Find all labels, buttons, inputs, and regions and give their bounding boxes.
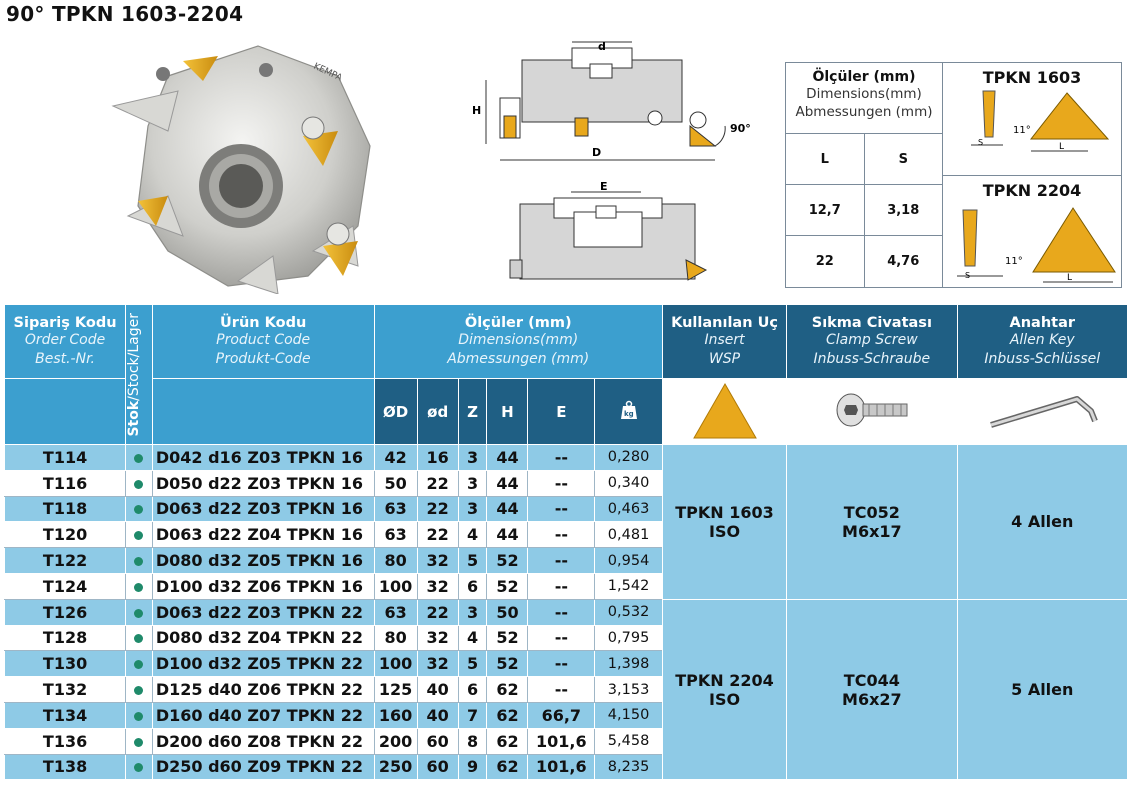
triangle-insert-icon xyxy=(690,380,760,440)
dim-H-cell: 44 xyxy=(487,445,528,471)
teeth-Z-cell: 5 xyxy=(458,548,487,574)
order-code-cell: T132 xyxy=(5,677,126,703)
header-stock: Stok/Stock/Lager xyxy=(126,305,153,445)
group-insert-line-0: TPKN 1603 xyxy=(675,502,774,522)
dim-E-cell: 101,6 xyxy=(528,728,595,754)
teeth-Z-cell: 3 xyxy=(458,496,487,522)
teeth-Z-cell: 9 xyxy=(458,754,487,780)
insert-2204-angle: 11° xyxy=(1005,256,1023,267)
dims-L-2204: 22 xyxy=(786,236,865,287)
in-stock-dot-icon xyxy=(134,609,143,618)
in-stock-dot-icon xyxy=(134,454,143,463)
col-d-header: ød xyxy=(417,379,458,445)
dim-D-cell: 250 xyxy=(374,754,417,780)
dim-H-cell: 50 xyxy=(487,599,528,625)
header-order-code-cont xyxy=(5,379,126,445)
teeth-Z-cell: 3 xyxy=(458,470,487,496)
dim-D-cell: 42 xyxy=(374,445,417,471)
table-row xyxy=(5,599,1128,625)
weight-cell: 0,532 xyxy=(595,599,663,625)
dim-D-cell: 160 xyxy=(374,702,417,728)
dim-D-cell: 80 xyxy=(374,625,417,651)
dims-title-de: Abmessungen (mm) xyxy=(795,104,933,120)
dim-D-cell: 80 xyxy=(374,548,417,574)
col-D-header: ØD xyxy=(374,379,417,445)
group-insert xyxy=(662,599,786,780)
stock-cell xyxy=(126,677,153,703)
product-code-cell: D100 d32 Z06 TPKN 16 xyxy=(152,573,374,599)
in-stock-dot-icon xyxy=(134,634,143,643)
product-code-cell: D100 d32 Z05 TPKN 22 xyxy=(152,651,374,677)
product-code-cell: D050 d22 Z03 TPKN 16 xyxy=(152,470,374,496)
order-code-cell: T124 xyxy=(5,573,126,599)
group-insert-line-1: ISO xyxy=(709,689,741,709)
page-title: 90° TPKN 1603-2204 xyxy=(6,2,244,26)
dim-d-cell: 60 xyxy=(417,754,458,780)
product-table xyxy=(4,304,1128,780)
group-allen-key-line-0: 4 Allen xyxy=(1011,512,1074,532)
dim-E-cell: -- xyxy=(528,573,595,599)
dim-H-cell: 52 xyxy=(487,548,528,574)
product-code-cell: D125 d40 Z06 TPKN 22 xyxy=(152,677,374,703)
teeth-Z-cell: 7 xyxy=(458,702,487,728)
dim-H-cell: 44 xyxy=(487,522,528,548)
order-code-cell: T122 xyxy=(5,548,126,574)
weight-cell: 0,795 xyxy=(595,625,663,651)
dim-d-cell: 60 xyxy=(417,728,458,754)
weight-cell: 0,463 xyxy=(595,496,663,522)
dim-D-cell: 63 xyxy=(374,599,417,625)
teeth-Z-cell: 8 xyxy=(458,728,487,754)
dim-E-cell: -- xyxy=(528,548,595,574)
teeth-Z-cell: 3 xyxy=(458,599,487,625)
dim-D-cell: 200 xyxy=(374,728,417,754)
brand-engraving: KEMPA xyxy=(311,61,344,84)
table-row xyxy=(5,445,1128,471)
dim-H-label: H xyxy=(472,104,482,117)
weight-cell: 0,340 xyxy=(595,470,663,496)
dim-d-cell: 22 xyxy=(417,496,458,522)
dims-title: Ölçüler (mm) xyxy=(812,69,916,85)
weight-cell: 1,398 xyxy=(595,651,663,677)
in-stock-dot-icon xyxy=(134,531,143,540)
dim-H-cell: 44 xyxy=(487,470,528,496)
dim-E-cell: 101,6 xyxy=(528,754,595,780)
in-stock-dot-icon xyxy=(134,557,143,566)
group-insert-line-0: TPKN 2204 xyxy=(675,670,774,690)
dim-E-cell: -- xyxy=(528,599,595,625)
group-clamp-screw-line-0: TC052 xyxy=(843,502,900,522)
order-code-cell: T138 xyxy=(5,754,126,780)
product-code-cell: D080 d32 Z05 TPKN 16 xyxy=(152,548,374,574)
dim-d-label: d xyxy=(598,40,606,53)
product-code-cell: D063 d22 Z03 TPKN 16 xyxy=(152,496,374,522)
teeth-Z-cell: 4 xyxy=(458,522,487,548)
dim-H-cell: 62 xyxy=(487,728,528,754)
dims-title-en: Dimensions(mm) xyxy=(806,86,922,102)
insert-geometry-box xyxy=(942,62,1122,288)
dim-d-cell: 22 xyxy=(417,599,458,625)
dim-D-cell: 50 xyxy=(374,470,417,496)
insert-1603-l-label: L xyxy=(1059,142,1065,152)
dim-H-cell: 52 xyxy=(487,625,528,651)
product-code-cell: D160 d40 Z07 TPKN 22 xyxy=(152,702,374,728)
in-stock-dot-icon xyxy=(134,712,143,721)
dim-H-cell: 44 xyxy=(487,496,528,522)
stock-cell xyxy=(126,599,153,625)
insert-2204-l-label: L xyxy=(1067,273,1073,283)
order-code-cell: T130 xyxy=(5,651,126,677)
order-code-cell: T134 xyxy=(5,702,126,728)
product-code-cell: D200 d60 Z08 TPKN 22 xyxy=(152,728,374,754)
teeth-Z-cell: 3 xyxy=(458,445,487,471)
in-stock-dot-icon xyxy=(134,660,143,669)
dim-E-cell: -- xyxy=(528,470,595,496)
order-code-cell: T120 xyxy=(5,522,126,548)
dim-D-label: D xyxy=(592,146,602,159)
col-weight-header xyxy=(595,379,663,445)
insert-1603-angle: 11° xyxy=(1013,125,1031,136)
dim-H-cell: 62 xyxy=(487,702,528,728)
clamp-screw-icon xyxy=(827,385,917,435)
product-code-cell: D063 d22 Z04 TPKN 16 xyxy=(152,522,374,548)
order-code-cell: T118 xyxy=(5,496,126,522)
stock-cell xyxy=(126,754,153,780)
stock-cell xyxy=(126,470,153,496)
group-allen-key-line-0: 5 Allen xyxy=(1011,680,1074,700)
dim-d-cell: 40 xyxy=(417,677,458,703)
stock-cell xyxy=(126,496,153,522)
dim-E-cell: -- xyxy=(528,651,595,677)
in-stock-dot-icon xyxy=(134,505,143,514)
group-allen-key xyxy=(957,445,1127,600)
in-stock-dot-icon xyxy=(134,738,143,747)
dim-D-cell: 100 xyxy=(374,651,417,677)
group-clamp-screw xyxy=(787,445,957,600)
allen-key-icon xyxy=(977,385,1107,435)
col-S-header: S xyxy=(898,151,908,167)
col-H-header: H xyxy=(487,379,528,445)
stock-cell xyxy=(126,548,153,574)
product-code-cell: D042 d16 Z03 TPKN 16 xyxy=(152,445,374,471)
insert-2204-s-label: S xyxy=(965,271,971,280)
header-insert: Kullanılan Uç Insert WSP xyxy=(662,305,786,379)
dim-D-cell: 63 xyxy=(374,496,417,522)
dim-H-cell: 62 xyxy=(487,677,528,703)
dim-E-cell: 66,7 xyxy=(528,702,595,728)
stock-cell xyxy=(126,445,153,471)
dims-L-1603: 12,7 xyxy=(786,185,865,235)
insert-image-cell xyxy=(662,379,786,445)
weight-unit-label: kg xyxy=(623,409,634,418)
teeth-Z-cell: 5 xyxy=(458,651,487,677)
dim-d-cell: 32 xyxy=(417,625,458,651)
weight-cell: 5,458 xyxy=(595,728,663,754)
dim-E-cell: -- xyxy=(528,445,595,471)
stock-cell xyxy=(126,625,153,651)
weight-cell: 0,954 xyxy=(595,548,663,574)
col-Z-header: Z xyxy=(458,379,487,445)
header-order-code: Sipariş Kodu Order Code Best.-Nr. xyxy=(5,305,126,379)
weight-cell: 8,235 xyxy=(595,754,663,780)
group-clamp-screw-line-0: TC044 xyxy=(843,670,900,690)
teeth-Z-cell: 6 xyxy=(458,573,487,599)
order-code-cell: T128 xyxy=(5,625,126,651)
weight-cell: 0,280 xyxy=(595,445,663,471)
face-mill-cutter-image xyxy=(108,36,374,294)
group-clamp-screw-line-1: M6x27 xyxy=(842,689,902,709)
in-stock-dot-icon xyxy=(134,480,143,489)
teeth-Z-cell: 4 xyxy=(458,625,487,651)
header-product-code: Ürün Kodu Product Code Produkt-Code xyxy=(152,305,374,379)
section-view-drawing xyxy=(496,182,718,294)
col-L-header: L xyxy=(786,134,865,184)
dim-d-cell: 22 xyxy=(417,470,458,496)
weight-cell: 1,542 xyxy=(595,573,663,599)
stock-cell xyxy=(126,651,153,677)
order-code-cell: T126 xyxy=(5,599,126,625)
col-E-header: E xyxy=(528,379,595,445)
product-code-cell: D080 d32 Z04 TPKN 22 xyxy=(152,625,374,651)
angle-label: 90° xyxy=(730,122,751,135)
screw-image-cell xyxy=(787,379,957,445)
key-image-cell xyxy=(957,379,1127,445)
product-code-cell: D250 d60 Z09 TPKN 22 xyxy=(152,754,374,780)
dim-E-cell: -- xyxy=(528,522,595,548)
in-stock-dot-icon xyxy=(134,583,143,592)
order-code-cell: T116 xyxy=(5,470,126,496)
side-view-drawing xyxy=(470,38,760,178)
weight-cell: 0,481 xyxy=(595,522,663,548)
dim-d-cell: 40 xyxy=(417,702,458,728)
group-insert-line-1: ISO xyxy=(709,521,741,541)
group-clamp-screw-line-1: M6x17 xyxy=(842,521,902,541)
dim-E-cell: -- xyxy=(528,625,595,651)
dim-H-cell: 52 xyxy=(487,651,528,677)
weight-cell: 3,153 xyxy=(595,677,663,703)
stock-cell xyxy=(126,702,153,728)
dim-H-cell: 52 xyxy=(487,573,528,599)
dim-d-cell: 32 xyxy=(417,651,458,677)
product-code-cell: D063 d22 Z03 TPKN 22 xyxy=(152,599,374,625)
dim-E-cell: -- xyxy=(528,496,595,522)
header-clamp-screw: Sıkma Civatası Clamp Screw Inbuss-Schraube xyxy=(787,305,957,379)
dim-d-cell: 32 xyxy=(417,548,458,574)
stock-cell xyxy=(126,573,153,599)
insert-dimensions-table xyxy=(785,62,943,288)
insert-1603-s-label: S xyxy=(978,138,984,147)
in-stock-dot-icon xyxy=(134,763,143,772)
dim-D-cell: 100 xyxy=(374,573,417,599)
dim-d-cell: 16 xyxy=(417,445,458,471)
header-allen-key: Anahtar Allen Key Inbuss-Schlüssel xyxy=(957,305,1127,379)
dim-D-cell: 125 xyxy=(374,677,417,703)
in-stock-dot-icon xyxy=(134,686,143,695)
dim-d-cell: 32 xyxy=(417,573,458,599)
insert-1603-panel xyxy=(943,63,1121,176)
dim-E-label: E xyxy=(600,182,608,193)
insert-2204-title: TPKN 2204 xyxy=(982,181,1082,200)
header-dimensions: Ölçüler (mm) Dimensions(mm) Abmessungen (mm) xyxy=(374,305,662,379)
teeth-Z-cell: 6 xyxy=(458,677,487,703)
dim-E-cell: -- xyxy=(528,677,595,703)
dims-S-1603: 3,18 xyxy=(887,202,920,218)
dims-S-2204: 4,76 xyxy=(887,254,920,269)
order-code-cell: T114 xyxy=(5,445,126,471)
weight-kg-icon xyxy=(620,400,638,420)
stock-cell xyxy=(126,728,153,754)
insert-2204-panel xyxy=(943,176,1121,289)
group-clamp-screw xyxy=(787,599,957,780)
stock-cell xyxy=(126,522,153,548)
order-code-cell: T136 xyxy=(5,728,126,754)
header-product-code-cont xyxy=(152,379,374,445)
group-allen-key xyxy=(957,599,1127,780)
dim-D-cell: 63 xyxy=(374,522,417,548)
dim-d-cell: 22 xyxy=(417,522,458,548)
insert-1603-title: TPKN 1603 xyxy=(982,68,1082,87)
weight-cell: 4,150 xyxy=(595,702,663,728)
group-insert xyxy=(662,445,786,600)
dim-H-cell: 62 xyxy=(487,754,528,780)
